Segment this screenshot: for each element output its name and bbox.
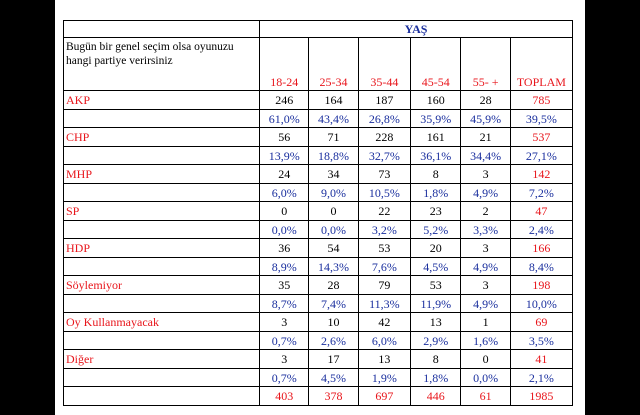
- count-cell: 20: [411, 239, 461, 258]
- total-percent-cell: 27,1%: [510, 147, 572, 165]
- total-count-cell: 198: [510, 276, 572, 295]
- count-cell: 53: [358, 239, 411, 258]
- total-count-cell: 69: [510, 313, 572, 332]
- percent-cell: 26,8%: [358, 110, 411, 128]
- percent-cell: 0,7%: [260, 332, 309, 350]
- grand-total-cell: 1985: [510, 387, 572, 406]
- empty-label-cell: [64, 369, 260, 387]
- total-percent-cell: 10,0%: [510, 295, 572, 313]
- total-count-cell: 537: [510, 128, 572, 147]
- count-cell: 23: [411, 202, 461, 221]
- percent-cell: 61,0%: [260, 110, 309, 128]
- party-percent-row: [64, 258, 573, 276]
- percent-cell: 7,4%: [309, 295, 358, 313]
- percent-cell: 18,8%: [309, 147, 358, 165]
- party-label: Diğer: [64, 350, 260, 369]
- percent-cell: 45,9%: [461, 110, 510, 128]
- count-cell: 3: [461, 276, 510, 295]
- count-cell: 79: [358, 276, 411, 295]
- party-percent-row: [64, 110, 573, 128]
- count-cell: 13: [358, 350, 411, 369]
- total-percent-cell: 3,5%: [510, 332, 572, 350]
- count-cell: 1: [461, 313, 510, 332]
- count-cell: 71: [309, 128, 358, 147]
- percent-cell: 13,9%: [260, 147, 309, 165]
- count-cell: 36: [260, 239, 309, 258]
- total-percent-cell: 8,4%: [510, 258, 572, 276]
- percent-cell: 7,6%: [358, 258, 411, 276]
- total-count-cell: 785: [510, 91, 572, 110]
- empty-label-cell: [64, 184, 260, 202]
- survey-table: [63, 20, 573, 406]
- column-header: TOPLAM: [510, 38, 572, 91]
- age-header: YAŞ: [260, 21, 573, 38]
- percent-cell: 4,9%: [461, 295, 510, 313]
- percent-cell: 1,6%: [461, 332, 510, 350]
- count-cell: 34: [309, 165, 358, 184]
- grand-total-cell: 61: [461, 387, 510, 406]
- count-cell: 54: [309, 239, 358, 258]
- count-cell: 35: [260, 276, 309, 295]
- percent-cell: 9,0%: [309, 184, 358, 202]
- total-count-cell: 41: [510, 350, 572, 369]
- count-cell: 2: [461, 202, 510, 221]
- party-count-row: [64, 313, 573, 332]
- column-header: 25-34: [309, 38, 358, 91]
- count-cell: 246: [260, 91, 309, 110]
- percent-cell: 3,2%: [358, 221, 411, 239]
- count-cell: 28: [461, 91, 510, 110]
- empty-label-cell: [64, 258, 260, 276]
- count-cell: 53: [411, 276, 461, 295]
- age-header-row: [64, 21, 573, 38]
- count-cell: 187: [358, 91, 411, 110]
- column-header-row: [64, 38, 573, 91]
- count-cell: 3: [260, 350, 309, 369]
- column-header: 45-54: [411, 38, 461, 91]
- percent-cell: 14,3%: [309, 258, 358, 276]
- count-cell: 28: [309, 276, 358, 295]
- column-header: 18-24: [260, 38, 309, 91]
- totals-row: [64, 387, 573, 406]
- percent-cell: 3,3%: [461, 221, 510, 239]
- count-cell: 0: [260, 202, 309, 221]
- empty-label-cell: [64, 147, 260, 165]
- total-percent-cell: 2,1%: [510, 369, 572, 387]
- total-count-cell: 142: [510, 165, 572, 184]
- count-cell: 8: [411, 165, 461, 184]
- percent-cell: 2,9%: [411, 332, 461, 350]
- count-cell: 13: [411, 313, 461, 332]
- total-count-cell: 47: [510, 202, 572, 221]
- grand-total-cell: 446: [411, 387, 461, 406]
- empty-label-cell: [64, 221, 260, 239]
- percent-cell: 4,9%: [461, 258, 510, 276]
- count-cell: 21: [461, 128, 510, 147]
- percent-cell: 4,5%: [309, 369, 358, 387]
- percent-cell: 4,5%: [411, 258, 461, 276]
- party-label: CHP: [64, 128, 260, 147]
- count-cell: 0: [309, 202, 358, 221]
- percent-cell: 36,1%: [411, 147, 461, 165]
- count-cell: 10: [309, 313, 358, 332]
- count-cell: 164: [309, 91, 358, 110]
- party-count-row: [64, 91, 573, 110]
- percent-cell: 6,0%: [358, 332, 411, 350]
- column-header: 35-44: [358, 38, 411, 91]
- count-cell: 24: [260, 165, 309, 184]
- count-cell: 17: [309, 350, 358, 369]
- grand-total-cell: 403: [260, 387, 309, 406]
- party-label: Oy Kullanmayacak: [64, 313, 260, 332]
- total-percent-cell: 7,2%: [510, 184, 572, 202]
- count-cell: 0: [461, 350, 510, 369]
- count-cell: 228: [358, 128, 411, 147]
- party-count-row: [64, 165, 573, 184]
- party-count-row: [64, 128, 573, 147]
- count-cell: 22: [358, 202, 411, 221]
- percent-cell: 11,9%: [411, 295, 461, 313]
- empty-label-cell: [64, 332, 260, 350]
- party-percent-row: [64, 332, 573, 350]
- percent-cell: 6,0%: [260, 184, 309, 202]
- percent-cell: 32,7%: [358, 147, 411, 165]
- party-label: SP: [64, 202, 260, 221]
- percent-cell: 1,9%: [358, 369, 411, 387]
- party-label: HDP: [64, 239, 260, 258]
- percent-cell: 1,8%: [411, 369, 461, 387]
- percent-cell: 0,0%: [309, 221, 358, 239]
- percent-cell: 43,4%: [309, 110, 358, 128]
- party-percent-row: [64, 369, 573, 387]
- total-percent-cell: 39,5%: [510, 110, 572, 128]
- question-text: Bugün bir genel seçim olsa oyunuzu hangi partiye verirsiniz: [64, 38, 260, 91]
- percent-cell: 0,0%: [461, 369, 510, 387]
- percent-cell: 8,9%: [260, 258, 309, 276]
- percent-cell: 0,0%: [260, 221, 309, 239]
- column-header: 55- +: [461, 38, 510, 91]
- total-count-cell: 166: [510, 239, 572, 258]
- party-label: Söylemiyor: [64, 276, 260, 295]
- count-cell: 56: [260, 128, 309, 147]
- empty-label-cell: [64, 110, 260, 128]
- count-cell: 3: [260, 313, 309, 332]
- count-cell: 3: [461, 165, 510, 184]
- percent-cell: 1,8%: [411, 184, 461, 202]
- party-count-row: [64, 202, 573, 221]
- grand-total-cell: 378: [309, 387, 358, 406]
- percent-cell: 10,5%: [358, 184, 411, 202]
- empty-label-cell: [64, 295, 260, 313]
- percent-cell: 0,7%: [260, 369, 309, 387]
- party-label: AKP: [64, 91, 260, 110]
- count-cell: 8: [411, 350, 461, 369]
- count-cell: 42: [358, 313, 411, 332]
- percent-cell: 35,9%: [411, 110, 461, 128]
- document-page: [55, 0, 585, 415]
- party-percent-row: [64, 295, 573, 313]
- percent-cell: 4,9%: [461, 184, 510, 202]
- party-percent-row: [64, 221, 573, 239]
- percent-cell: 5,2%: [411, 221, 461, 239]
- party-count-row: [64, 350, 573, 369]
- party-label: MHP: [64, 165, 260, 184]
- count-cell: 3: [461, 239, 510, 258]
- party-percent-row: [64, 184, 573, 202]
- percent-cell: 2,6%: [309, 332, 358, 350]
- party-percent-row: [64, 147, 573, 165]
- total-percent-cell: 2,4%: [510, 221, 572, 239]
- empty-corner-cell: [64, 21, 260, 38]
- count-cell: 160: [411, 91, 461, 110]
- party-count-row: [64, 239, 573, 258]
- count-cell: 73: [358, 165, 411, 184]
- party-count-row: [64, 276, 573, 295]
- empty-label-cell: [64, 387, 260, 406]
- percent-cell: 34,4%: [461, 147, 510, 165]
- percent-cell: 8,7%: [260, 295, 309, 313]
- percent-cell: 11,3%: [358, 295, 411, 313]
- grand-total-cell: 697: [358, 387, 411, 406]
- count-cell: 161: [411, 128, 461, 147]
